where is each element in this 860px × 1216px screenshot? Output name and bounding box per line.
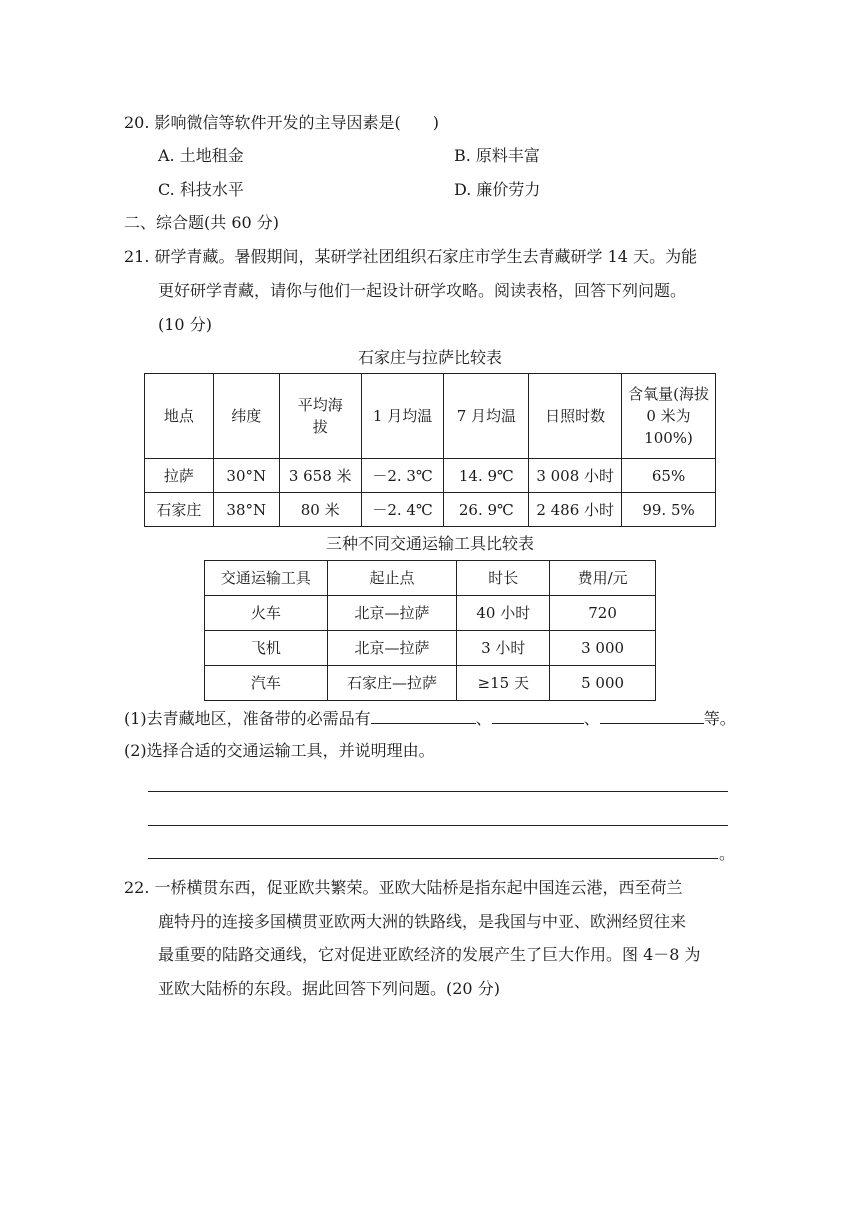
q22-text-line-4: 亚欧大陆桥的东段。据此回答下列问题。(20 分) (158, 979, 500, 998)
q20-option-d: D. 廉价劳力 (454, 180, 541, 199)
table1-cell: 99. 5% (622, 493, 716, 527)
table1-cell: 14. 9℃ (444, 459, 529, 493)
transport-comparison-table (204, 560, 656, 701)
q21-sub1 (124, 707, 736, 730)
table1-cell: 石家庄 (145, 493, 214, 527)
table2-cell: 北京—拉萨 (327, 596, 457, 631)
q21-text-line-2: 更好研学青藏，请你与他们一起设计研学攻略。阅读表格，回答下列问题。 (158, 281, 687, 300)
table1-header-cell: 地点 (145, 374, 214, 459)
table-row (205, 631, 656, 666)
q21-text-line-3: (10 分) (158, 315, 212, 334)
answer-line-1[interactable] (148, 791, 728, 792)
answer-blank-3[interactable] (600, 707, 704, 724)
table2-header-cell: 交通运输工具 (205, 561, 328, 596)
comparison-table-shijiazhuang-lhasa (144, 373, 716, 527)
table2-cell: 720 (550, 596, 656, 631)
table2-cell: 5 000 (550, 666, 656, 701)
table-row (145, 459, 716, 493)
table1-cell: 3 658 米 (279, 459, 361, 493)
table-row (205, 666, 656, 701)
table1-cell: 80 米 (279, 493, 361, 527)
table2-cell: 40 小时 (457, 596, 550, 631)
q22-text-line-1: 22. 一桥横贯东西，促亚欧共繁荣。亚欧大陆桥是指东起中国连云港，西至荷兰 (124, 878, 683, 897)
answer-line-2[interactable] (148, 825, 728, 826)
answer-end-mark: 。 (719, 844, 736, 863)
q20-stem: 20. 影响微信等软件开发的主导因素是( ) (124, 113, 440, 132)
answer-line-3[interactable] (148, 858, 718, 859)
table1-header-cell: 日照时数 (529, 374, 622, 459)
table-row (145, 493, 716, 527)
table1-cell: 26. 9℃ (444, 493, 529, 527)
table1-cell: 拉萨 (145, 459, 214, 493)
q21-sub1-separator: 、 (583, 709, 600, 728)
q20-option-c: C. 科技水平 (158, 180, 244, 199)
q21-sub1-separator: 、 (475, 709, 492, 728)
table2-cell: 北京—拉萨 (327, 631, 457, 666)
q21-sub2: (2)选择合适的交通运输工具，并说明理由。 (124, 741, 435, 760)
q20-option-b: B. 原料丰富 (454, 146, 540, 165)
table1-cell: 3 008 小时 (529, 459, 622, 493)
table1-header-cell: 含氧量(海拔 0 米为100%) (622, 374, 716, 459)
table2-header-row (205, 561, 656, 596)
table2-header-cell: 费用/元 (550, 561, 656, 596)
answer-blank-1[interactable] (371, 707, 476, 724)
table2-header-cell: 时长 (457, 561, 550, 596)
table2-cell: 飞机 (205, 631, 328, 666)
table2-cell: 3 小时 (457, 631, 550, 666)
table2-header-cell: 起止点 (327, 561, 457, 596)
table-row (205, 596, 656, 631)
table1-cell: 65% (622, 459, 716, 493)
table1-cell: －2. 4℃ (361, 493, 444, 527)
table1-cell: 30°N (213, 459, 279, 493)
table1-header-cell: 平均海拔 (279, 374, 361, 459)
table2-cell: 石家庄—拉萨 (327, 666, 457, 701)
table2-caption: 三种不同交通运输工具比较表 (325, 534, 534, 553)
table2-cell: 汽车 (205, 666, 328, 701)
table2-cell: 火车 (205, 596, 328, 631)
q22-text-line-3: 最重要的陆路交通线，它对促进亚欧经济的发展产生了巨大作用。图 4－8 为 (158, 945, 701, 964)
q20-option-a: A. 土地租金 (158, 146, 244, 165)
table2-cell: 3 000 (550, 631, 656, 666)
q21-sub1-suffix: 等。 (703, 709, 736, 728)
table1-header-cell: 7 月均温 (444, 374, 529, 459)
table1-caption: 石家庄与拉萨比较表 (357, 348, 502, 367)
table1-header-row (145, 374, 716, 459)
table1-header-cell: 纬度 (213, 374, 279, 459)
q22-text-line-2: 鹿特丹的连接多国横贯亚欧两大洲的铁路线，是我国与中亚、欧洲经贸往来 (158, 912, 687, 931)
table2-cell: ≥15 天 (457, 666, 550, 701)
q21-sub1-prefix: (1)去青藏地区，准备带的必需品有 (124, 709, 371, 728)
table1-cell: 38°N (213, 493, 279, 527)
answer-blank-2[interactable] (492, 707, 584, 724)
table1-cell: －2. 3℃ (361, 459, 444, 493)
table1-cell: 2 486 小时 (529, 493, 622, 527)
q21-text-line-1: 21. 研学青藏。暑假期间，某研学社团组织石家庄市学生去青藏研学 14 天。为能 (124, 247, 698, 266)
table1-header-cell: 1 月均温 (361, 374, 444, 459)
section-title: 二、综合题(共 60 分) (124, 213, 280, 232)
